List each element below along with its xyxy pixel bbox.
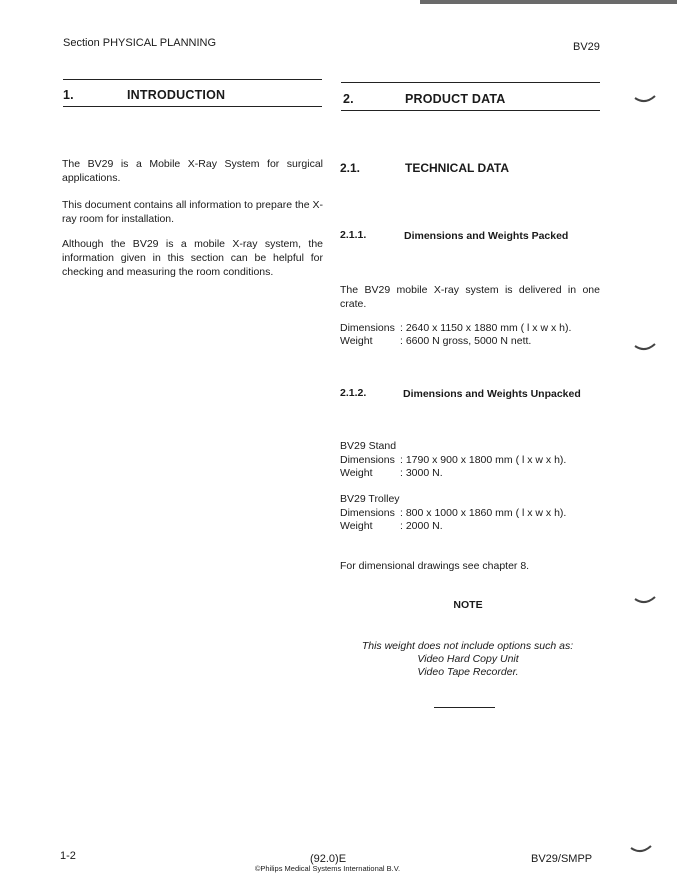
dimensions-value: : 2640 x 1150 x 1880 mm ( l x w x h). — [400, 322, 572, 334]
trolley-weight — [340, 519, 443, 533]
subsubsection-number: 2.1.2. — [340, 387, 367, 399]
weight-value: : 2000 N. — [400, 520, 443, 532]
document-id: BV29/SMPP — [531, 853, 593, 865]
dimensions-value: : 800 x 1000 x 1860 mm ( l x w x h). — [400, 507, 567, 519]
delivery-text: The BV29 mobile X-ray system is delivered in one crate. — [340, 284, 600, 310]
heading-rule-top — [63, 79, 322, 80]
margin-tick-mark — [634, 95, 656, 105]
intro-paragraph: The BV29 is a Mobile X-Ray System for surgical applications. — [62, 158, 323, 184]
dimensions-label: Dimensions — [340, 322, 395, 334]
note-title: NOTE — [453, 599, 483, 611]
stand-weight — [340, 466, 443, 480]
margin-tick-mark — [634, 343, 656, 353]
subsubsection-number: 2.1.1. — [340, 229, 367, 241]
weight-label: Weight — [340, 467, 373, 479]
heading-title: INTRODUCTION — [127, 88, 226, 102]
heading-rule-bottom — [63, 106, 322, 107]
weight-value: : 6600 N gross, 5000 N nett. — [400, 335, 532, 347]
dimensions-label: Dimensions — [340, 454, 395, 466]
margin-tick-mark — [630, 845, 652, 855]
margin-tick-mark — [634, 596, 656, 606]
heading-rule-bottom — [341, 110, 600, 111]
document-code: BV29 — [573, 41, 600, 53]
heading-title: PRODUCT DATA — [405, 92, 506, 106]
scan-top-edge — [420, 0, 677, 4]
packed-dimensions — [340, 321, 571, 335]
heading-rule-top — [341, 82, 600, 83]
version: (92.0)E — [309, 853, 347, 865]
copyright: ©Philips Medical Systems International B.V. — [254, 864, 401, 873]
note-line: This weight does not include options such as: — [361, 640, 574, 652]
subsubsection-title: Dimensions and Weights Packed — [404, 230, 569, 242]
weight-label: Weight — [340, 520, 373, 532]
page-number: 1-2 — [60, 850, 76, 862]
dimensions-value: : 1790 x 900 x 1800 mm ( l x w x h). — [400, 454, 567, 466]
note-end-rule — [434, 707, 495, 708]
weight-label: Weight — [340, 335, 373, 347]
weight-value: : 3000 N. — [400, 467, 443, 479]
heading-number: 1. — [63, 88, 74, 102]
subsection-number: 2.1. — [340, 161, 361, 175]
note-line: Video Tape Recorder. — [417, 666, 519, 678]
section-title: Section PHYSICAL PLANNING — [63, 37, 217, 49]
note-line: Video Hard Copy Unit — [417, 653, 519, 665]
drawings-reference: For dimensional drawings see chapter 8. — [340, 560, 530, 572]
intro-paragraph: Although the BV29 is a mobile X-ray system, the information given in this section can be helpful for checking and measuring the room conditions. — [62, 238, 323, 278]
heading-number: 2. — [343, 92, 354, 106]
trolley-title: BV29 Trolley — [340, 493, 400, 505]
subsubsection-title: Dimensions and Weights Unpacked — [403, 388, 581, 400]
intro-paragraph: This document contains all information to prepare the X-ray room for installation. — [62, 199, 323, 225]
trolley-dimensions — [340, 506, 566, 520]
subsection-title: TECHNICAL DATA — [405, 161, 509, 175]
packed-weight — [340, 334, 531, 348]
stand-title: BV29 Stand — [340, 440, 397, 452]
stand-dimensions — [340, 453, 566, 467]
dimensions-label: Dimensions — [340, 507, 395, 519]
